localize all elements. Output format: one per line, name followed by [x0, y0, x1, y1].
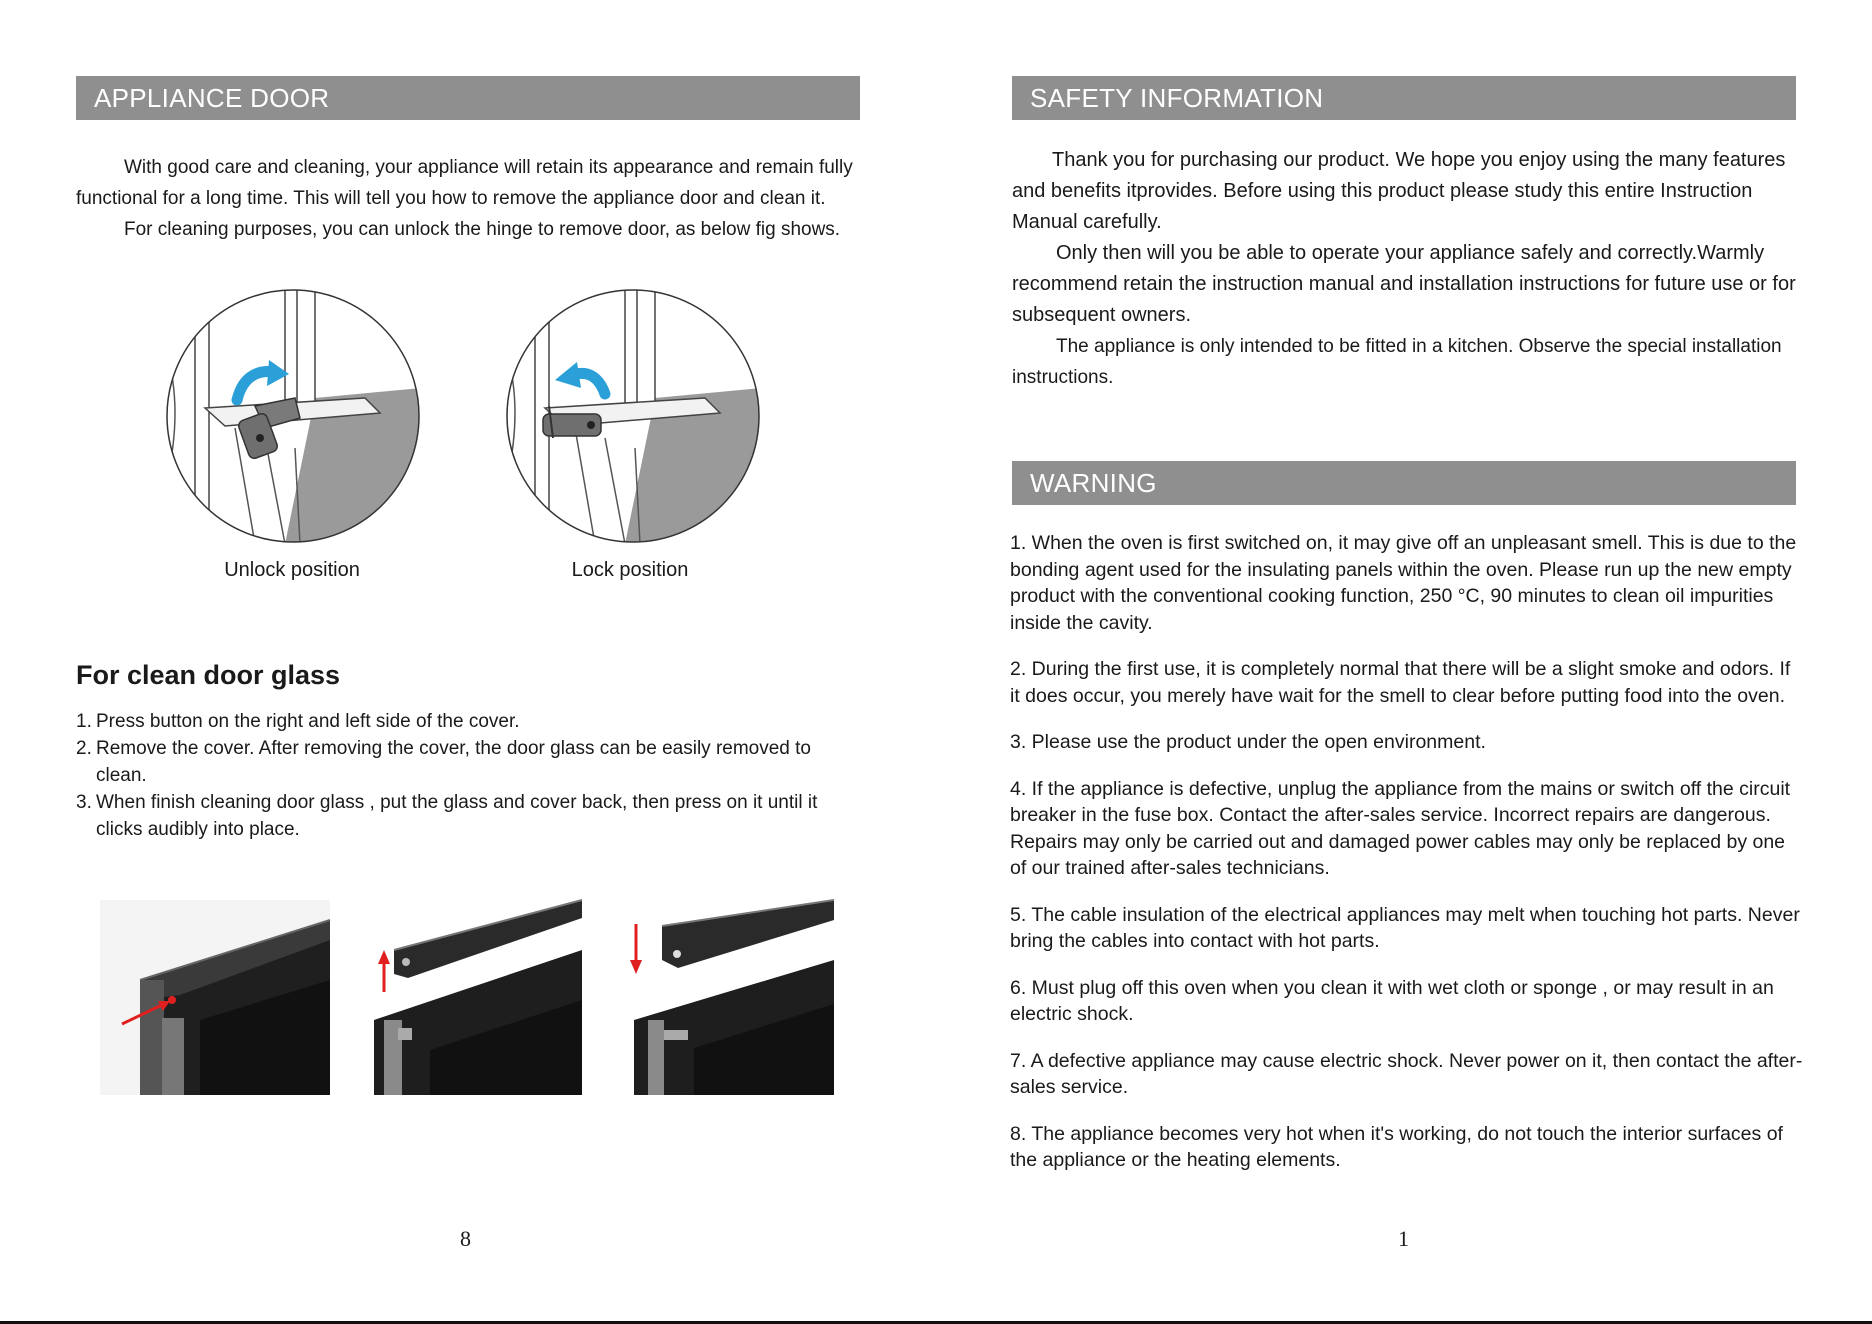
press-button-photo [100, 900, 330, 1095]
list-item: 5. The cable insulation of the electrical appliances may melt when touching hot parts. Never bring the cables into contact with hot parts. [1010, 903, 1800, 952]
list-item: 6. Must plug off this oven when you clean it with wet cloth or sponge , or may result in an electric shock. [1010, 976, 1774, 1025]
unlock-position-label: Unlock position [224, 559, 360, 581]
safety-paragraph-1: Thank you for purchasing our product. We hope you enjoy using the many features and benefits itprovides. Before using this product please study this entire Instruction Manual carefully. [1012, 149, 1786, 233]
warning-header: WARNING [1012, 461, 1796, 505]
remove-cover-photo [360, 900, 590, 1095]
list-item: 2. During the first use, it is completely normal that there will be a slight smoke and odors. If it does occur, you merely have wait for the smell to clear before putting food into the oven. [1010, 658, 1791, 707]
intro-line-1: With good care and cleaning, your appliance will retain its appearance and remain fully [124, 157, 853, 178]
safety-paragraph-2: Only then will you be able to operate your appliance safely and correctly.Warmly recommend retain the instruction manual and installation instructions for future use or for subsequent owners. [1012, 242, 1796, 326]
hinge-lock-diagram [505, 288, 761, 544]
lock-position-label: Lock position [571, 559, 689, 581]
replace-cover-photo [620, 900, 850, 1095]
right-page [936, 0, 1872, 1324]
safety-information-header: SAFETY INFORMATION [1012, 76, 1796, 120]
appliance-door-header: APPLIANCE DOOR [76, 76, 860, 120]
page-number-right: 1 [1398, 1226, 1409, 1251]
list-item: 3. When finish cleaning door glass , put the glass and cover back, then press on it until it clicks audibly into place. [76, 792, 818, 840]
page-number-left: 8 [460, 1226, 471, 1251]
warning-list [1010, 530, 1805, 1194]
list-item: 2. Remove the cover. After removing the cover, the door glass can be easily removed to clean. [76, 738, 811, 786]
safety-paragraph-3: The appliance is only intended to be fitted in a kitchen. Observe the special installation instructions. [1012, 336, 1782, 388]
intro-line-3: For cleaning purposes, you can unlock the hinge to remove door, as below fig shows. [124, 219, 841, 240]
cleaning-steps-list [76, 708, 866, 843]
intro-paragraph [76, 152, 876, 245]
hinge-unlock-diagram [165, 288, 421, 544]
list-item: 1. When the oven is first switched on, it may give off an unpleasant smell. This is due to the bonding agent used for the insulating panels within the oven. Please run up the new empty product with the conventional cooking function, 250 °C, 90 minutes to clean oil impurities inside the cavity. [1010, 532, 1797, 634]
list-item: 8. The appliance becomes very hot when it's working, do not touch the interior surfaces of the appliance or the heating elements. [1010, 1122, 1783, 1171]
list-item: 4. If the appliance is defective, unplug the appliance from the mains or switch off the circuit breaker in the fuse box. Contact the after-sales service. Incorrect repairs are dangerous. Repairs may only be carried out and damaged power cables may only be replaced by one of our trained after-sales technicians. [1010, 777, 1791, 879]
intro-line-2: functional for a long time. This will tell you how to remove the appliance door and clean it. [76, 188, 826, 209]
list-item: 1. Press button on the right and left side of the cover. [76, 711, 520, 732]
list-item: 7. A defective appliance may cause electric shock. Never power on it, then contact the after-sales service. [1010, 1049, 1803, 1098]
clean-door-glass-heading: For clean door glass [76, 660, 341, 690]
list-item: 3. Please use the product under the open environment. [1010, 731, 1486, 753]
